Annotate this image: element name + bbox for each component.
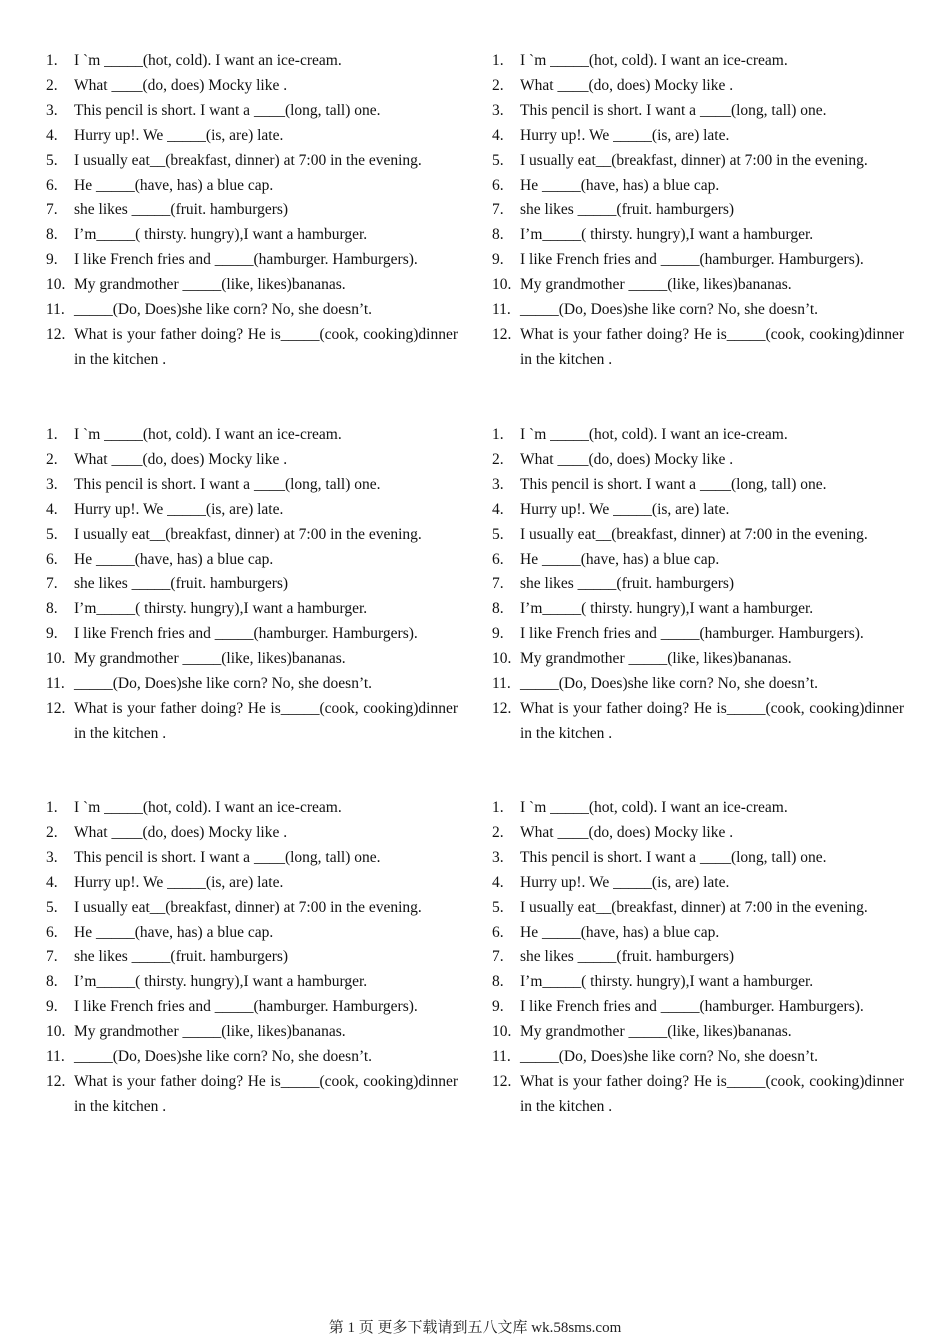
item-text: This pencil is short. I want a ____(long, tall) one. — [74, 848, 381, 866]
item-number: 6. — [46, 550, 58, 568]
item-text: This pencil is short. I want a ____(long, tall) one. — [74, 101, 381, 119]
exercise-item — [46, 871, 458, 896]
item-text: I usually eat__(breakfast, dinner) at 7:00 in the evening. — [74, 898, 422, 916]
exercise-item — [492, 970, 904, 995]
item-number: 7. — [492, 575, 504, 593]
exercise-item — [492, 248, 904, 273]
exercise-item — [46, 572, 458, 597]
item-text: she likes _____(fruit. hamburgers) — [520, 201, 735, 219]
item-text: What ____(do, does) Mocky like . — [520, 76, 734, 94]
item-text: My grandmother _____(like, likes)bananas. — [520, 1023, 792, 1041]
item-number: 12. — [46, 699, 66, 717]
item-text: I like French fries and _____(hamburger. Hamburgers). — [74, 998, 418, 1016]
item-number: 6. — [492, 550, 504, 568]
item-number: 10. — [46, 276, 66, 294]
item-text: My grandmother _____(like, likes)bananas. — [74, 1023, 346, 1041]
exercise-item — [492, 1070, 904, 1120]
item-text: _____(Do, Does)she like corn? No, she doesn’t. — [74, 1048, 373, 1066]
item-text: she likes _____(fruit. hamburgers) — [520, 948, 735, 966]
exercise-item — [46, 896, 458, 921]
item-text: I like French fries and _____(hamburger. Hamburgers). — [520, 998, 864, 1016]
item-text: I’m_____( thirsty. hungry),I want a hamburger. — [520, 973, 814, 991]
item-text: He _____(have, has) a blue cap. — [520, 176, 720, 194]
exercise-item — [46, 423, 458, 448]
item-text: Hurry up!. We _____(is, are) late. — [74, 126, 284, 144]
exercise-item — [46, 995, 458, 1020]
item-text: What ____(do, does) Mocky like . — [74, 450, 288, 468]
item-text: What ____(do, does) Mocky like . — [74, 76, 288, 94]
item-text: I usually eat__(breakfast, dinner) at 7:00 in the evening. — [520, 525, 868, 543]
exercise-item — [492, 921, 904, 946]
item-number: 9. — [46, 625, 58, 643]
exercise-item — [46, 298, 458, 323]
item-number: 10. — [46, 650, 66, 668]
item-text: I like French fries and _____(hamburger. Hamburgers). — [74, 625, 418, 643]
item-text: I usually eat__(breakfast, dinner) at 7:00 in the evening. — [520, 151, 868, 169]
item-text: What ____(do, does) Mocky like . — [520, 450, 734, 468]
item-number: 7. — [492, 201, 504, 219]
item-number: 4. — [46, 873, 58, 891]
item-number: 11. — [492, 301, 511, 319]
item-text: _____(Do, Does)she like corn? No, she doesn’t. — [74, 675, 373, 693]
item-text: I’m_____( thirsty. hungry),I want a hamburger. — [520, 600, 814, 618]
item-text: What is your father doing? He is_____(cook, cooking)dinner in the kitchen . — [520, 699, 904, 742]
item-number: 4. — [492, 500, 504, 518]
exercise-block — [492, 796, 904, 1120]
exercise-item — [46, 622, 458, 647]
exercise-item — [46, 174, 458, 199]
item-text: He _____(have, has) a blue cap. — [520, 923, 720, 941]
item-number: 6. — [492, 176, 504, 194]
item-number: 11. — [492, 1048, 511, 1066]
item-text: I’m_____( thirsty. hungry),I want a hamburger. — [74, 600, 368, 618]
exercise-item — [492, 597, 904, 622]
item-number: 8. — [46, 600, 58, 618]
exercise-item — [46, 124, 458, 149]
exercise-item — [46, 74, 458, 99]
item-number: 1. — [492, 426, 504, 443]
item-number: 9. — [492, 625, 504, 643]
item-text: I `m _____(hot, cold). I want an ice-cream. — [74, 426, 342, 443]
item-text: What is your father doing? He is_____(cook, cooking)dinner in the kitchen . — [74, 1072, 458, 1115]
item-number: 1. — [492, 52, 504, 69]
item-number: 9. — [46, 998, 58, 1016]
item-text: I’m_____( thirsty. hungry),I want a hamburger. — [520, 226, 814, 244]
item-number: 1. — [492, 799, 504, 816]
exercise-item — [492, 622, 904, 647]
exercise-item — [492, 995, 904, 1020]
item-number: 6. — [46, 176, 58, 194]
item-text: she likes _____(fruit. hamburgers) — [74, 948, 289, 966]
item-number: 5. — [46, 898, 58, 916]
item-number: 12. — [492, 699, 512, 717]
item-text: I `m _____(hot, cold). I want an ice-cream. — [520, 426, 788, 443]
item-text: _____(Do, Does)she like corn? No, she doesn’t. — [520, 1048, 819, 1066]
item-number: 5. — [46, 151, 58, 169]
item-number: 8. — [492, 973, 504, 991]
item-text: _____(Do, Does)she like corn? No, she doesn’t. — [74, 301, 373, 319]
exercise-item — [492, 498, 904, 523]
exercise-item — [492, 697, 904, 747]
exercise-item — [492, 871, 904, 896]
exercise-item — [492, 448, 904, 473]
item-text: My grandmother _____(like, likes)bananas. — [520, 650, 792, 668]
item-text: Hurry up!. We _____(is, are) late. — [520, 873, 730, 891]
item-number: 7. — [46, 201, 58, 219]
exercise-item — [492, 523, 904, 548]
item-number: 3. — [46, 101, 58, 119]
item-number: 1. — [46, 52, 58, 69]
item-number: 2. — [46, 823, 58, 841]
exercise-item — [46, 548, 458, 573]
item-number: 2. — [492, 450, 504, 468]
exercise-block — [46, 49, 458, 373]
item-text: I like French fries and _____(hamburger. Hamburgers). — [520, 251, 864, 269]
item-number: 4. — [492, 873, 504, 891]
exercise-item — [492, 223, 904, 248]
exercise-item — [46, 323, 458, 373]
exercise-item — [46, 597, 458, 622]
exercise-item — [46, 273, 458, 298]
item-text: What is your father doing? He is_____(cook, cooking)dinner in the kitchen . — [74, 325, 458, 368]
item-number: 12. — [492, 1072, 512, 1090]
item-text: He _____(have, has) a blue cap. — [520, 550, 720, 568]
item-text: This pencil is short. I want a ____(long, tall) one. — [520, 848, 827, 866]
item-number: 3. — [492, 101, 504, 119]
exercise-item — [46, 473, 458, 498]
item-text: I usually eat__(breakfast, dinner) at 7:00 in the evening. — [74, 151, 422, 169]
item-number: 8. — [46, 226, 58, 244]
exercise-item — [492, 821, 904, 846]
item-text: _____(Do, Does)she like corn? No, she doesn’t. — [520, 301, 819, 319]
item-number: 11. — [46, 301, 65, 319]
item-text: Hurry up!. We _____(is, are) late. — [520, 500, 730, 518]
exercise-block — [492, 49, 904, 373]
exercise-item — [46, 1070, 458, 1120]
exercise-item — [46, 672, 458, 697]
exercise-item — [492, 572, 904, 597]
exercise-item — [46, 697, 458, 747]
page-footer: 第 1 页 更多下载请到五八文库 wk.58sms.com — [328, 1320, 622, 1336]
item-text: This pencil is short. I want a ____(long, tall) one. — [520, 475, 827, 493]
exercise-item — [492, 945, 904, 970]
item-text: What is your father doing? He is_____(cook, cooking)dinner in the kitchen . — [520, 1072, 904, 1115]
item-number: 5. — [492, 898, 504, 916]
exercise-item — [492, 124, 904, 149]
exercise-item — [492, 548, 904, 573]
item-number: 6. — [492, 923, 504, 941]
exercise-item — [492, 273, 904, 298]
item-number: 7. — [492, 948, 504, 966]
item-number: 2. — [46, 450, 58, 468]
exercise-item — [46, 523, 458, 548]
exercise-item — [492, 149, 904, 174]
item-text: I usually eat__(breakfast, dinner) at 7:00 in the evening. — [520, 898, 868, 916]
item-number: 10. — [46, 1023, 66, 1041]
item-number: 2. — [46, 76, 58, 94]
exercise-item — [46, 49, 458, 74]
exercise-item — [46, 846, 458, 871]
item-text: Hurry up!. We _____(is, are) late. — [74, 873, 284, 891]
item-number: 9. — [492, 251, 504, 269]
exercise-item — [46, 223, 458, 248]
item-number: 11. — [46, 675, 65, 693]
item-number: 3. — [46, 848, 58, 866]
item-text: Hurry up!. We _____(is, are) late. — [74, 500, 284, 518]
exercise-item — [492, 1020, 904, 1045]
item-text: I like French fries and _____(hamburger. Hamburgers). — [520, 625, 864, 643]
item-number: 10. — [492, 276, 512, 294]
exercise-item — [46, 149, 458, 174]
item-text: I usually eat__(breakfast, dinner) at 7:00 in the evening. — [74, 525, 422, 543]
item-text: What is your father doing? He is_____(cook, cooking)dinner in the kitchen . — [520, 325, 904, 368]
item-number: 10. — [492, 1023, 512, 1041]
item-number: 4. — [46, 500, 58, 518]
item-number: 7. — [46, 575, 58, 593]
item-number: 4. — [46, 126, 58, 144]
item-number: 11. — [492, 675, 511, 693]
item-number: 8. — [46, 973, 58, 991]
item-number: 12. — [46, 1072, 66, 1090]
exercise-item — [492, 672, 904, 697]
item-number: 2. — [492, 823, 504, 841]
exercise-block — [46, 796, 458, 1120]
exercise-item — [46, 1020, 458, 1045]
exercise-item — [46, 970, 458, 995]
item-number: 12. — [46, 325, 66, 343]
exercise-item — [492, 298, 904, 323]
exercise-item — [46, 99, 458, 124]
exercise-item — [46, 498, 458, 523]
exercise-item — [46, 448, 458, 473]
exercise-item — [46, 647, 458, 672]
item-number: 5. — [46, 525, 58, 543]
exercise-item — [492, 323, 904, 373]
exercise-item — [492, 647, 904, 672]
exercise-item — [492, 846, 904, 871]
exercise-item — [492, 174, 904, 199]
item-number: 5. — [492, 151, 504, 169]
item-text: What is your father doing? He is_____(cook, cooking)dinner in the kitchen . — [74, 699, 458, 742]
item-text: she likes _____(fruit. hamburgers) — [74, 575, 289, 593]
exercise-item — [46, 796, 458, 821]
item-number: 8. — [492, 600, 504, 618]
item-text: she likes _____(fruit. hamburgers) — [74, 201, 289, 219]
item-text: I `m _____(hot, cold). I want an ice-cream. — [74, 52, 342, 69]
item-text: My grandmother _____(like, likes)bananas. — [74, 650, 346, 668]
exercise-item — [46, 921, 458, 946]
item-text: He _____(have, has) a blue cap. — [74, 176, 274, 194]
item-text: Hurry up!. We _____(is, are) late. — [520, 126, 730, 144]
item-text: I’m_____( thirsty. hungry),I want a hamburger. — [74, 973, 368, 991]
item-number: 9. — [492, 998, 504, 1016]
item-number: 3. — [46, 475, 58, 493]
item-number: 11. — [46, 1048, 65, 1066]
item-text: I like French fries and _____(hamburger. Hamburgers). — [74, 251, 418, 269]
item-text: I `m _____(hot, cold). I want an ice-cream. — [520, 799, 788, 816]
exercise-item — [492, 1045, 904, 1070]
item-number: 4. — [492, 126, 504, 144]
item-number: 12. — [492, 325, 512, 343]
exercise-item — [492, 74, 904, 99]
item-number: 9. — [46, 251, 58, 269]
exercise-item — [46, 198, 458, 223]
exercise-item — [492, 49, 904, 74]
item-number: 10. — [492, 650, 512, 668]
exercise-block — [46, 423, 458, 747]
item-number: 1. — [46, 799, 58, 816]
item-text: This pencil is short. I want a ____(long, tall) one. — [74, 475, 381, 493]
item-text: _____(Do, Does)she like corn? No, she doesn’t. — [520, 675, 819, 693]
item-text: He _____(have, has) a blue cap. — [74, 923, 274, 941]
item-text: she likes _____(fruit. hamburgers) — [520, 575, 735, 593]
item-number: 6. — [46, 923, 58, 941]
item-number: 2. — [492, 76, 504, 94]
item-number: 7. — [46, 948, 58, 966]
exercise-item — [46, 1045, 458, 1070]
exercise-item — [492, 896, 904, 921]
item-text: My grandmother _____(like, likes)bananas. — [74, 276, 346, 294]
exercise-item — [46, 821, 458, 846]
item-number: 3. — [492, 848, 504, 866]
item-text: What ____(do, does) Mocky like . — [520, 823, 734, 841]
item-text: I `m _____(hot, cold). I want an ice-cream. — [520, 52, 788, 69]
exercise-block — [492, 423, 904, 747]
exercise-item — [46, 945, 458, 970]
exercise-item — [46, 248, 458, 273]
item-text: I `m _____(hot, cold). I want an ice-cream. — [74, 799, 342, 816]
item-text: He _____(have, has) a blue cap. — [74, 550, 274, 568]
item-number: 3. — [492, 475, 504, 493]
item-number: 1. — [46, 426, 58, 443]
exercise-item — [492, 198, 904, 223]
item-text: I’m_____( thirsty. hungry),I want a hamburger. — [74, 226, 368, 244]
exercise-item — [492, 423, 904, 448]
item-text: What ____(do, does) Mocky like . — [74, 823, 288, 841]
item-number: 8. — [492, 226, 504, 244]
exercise-item — [492, 473, 904, 498]
item-text: My grandmother _____(like, likes)bananas. — [520, 276, 792, 294]
item-text: This pencil is short. I want a ____(long, tall) one. — [520, 101, 827, 119]
exercise-item — [492, 796, 904, 821]
exercise-item — [492, 99, 904, 124]
item-number: 5. — [492, 525, 504, 543]
